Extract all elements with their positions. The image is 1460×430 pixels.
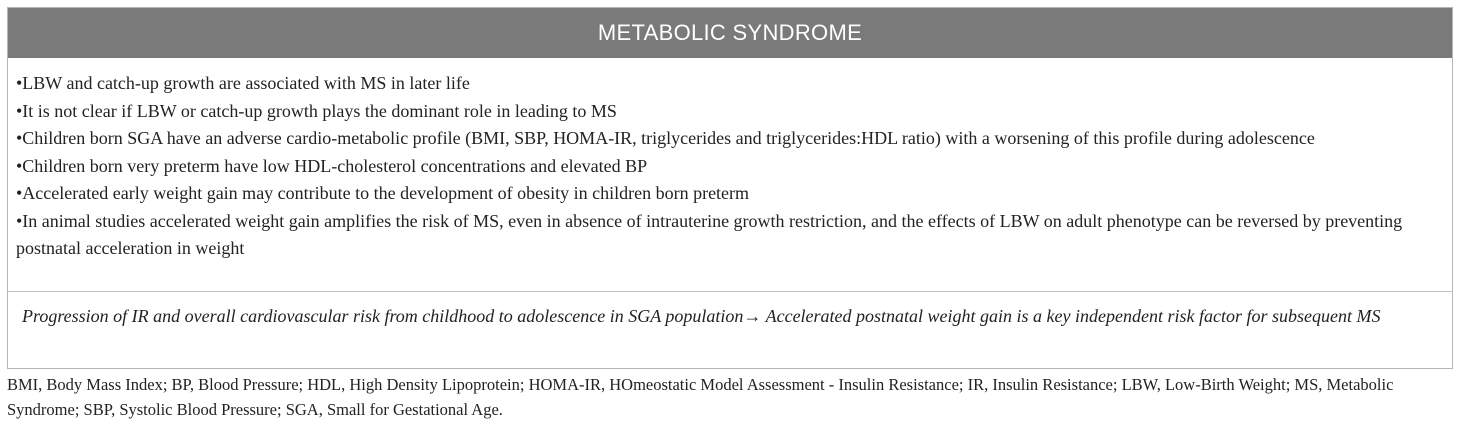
finding-item: •LBW and catch-up growth are associated with MS in later life — [16, 73, 470, 93]
findings-list — [8, 58, 1452, 292]
finding-item: •Accelerated early weight gain may contribute to the development of obesity in children born preterm — [16, 183, 750, 203]
table-header — [8, 8, 1452, 58]
finding-item: •Children born very preterm have low HDL-cholesterol concentrations and elevated BP — [16, 155, 648, 176]
finding-item: •Children born SGA have an adverse cardio-metabolic profile (BMI, SBP, HOMA-IR, triglycerides and triglycerides:HDL ratio) with a worsening of this profile during adolescence — [16, 128, 1315, 148]
abbreviations-footnote: BMI, Body Mass Index; BP, Blood Pressure; HDL, High Density Lipoprotein; HOMA-IR, HOmeostatic Model Assessment - Insulin Resistance; IR, Insulin Resistance; LBW, Low-Birth Weight; MS, Metabolic Syndrome; SBP, Systolic Blood Pressure; SGA, Small for Gestational Age. — [7, 375, 1394, 419]
metabolic-syndrome-table — [7, 7, 1453, 369]
conclusion-text: Progression of IR and overall cardiovascular risk from childhood to adolescence in SGA population→ Accelerated postnatal weight gain is a key independent risk factor for subsequent MS — [22, 306, 1381, 326]
table-title: METABOLIC SYNDROME — [597, 20, 863, 45]
finding-item: •In animal studies accelerated weight gain amplifies the risk of MS, even in absence of intrauterine growth restriction, and the effects of LBW on adult phenotype can be reversed by preventing postnatal acceleration in weight — [16, 210, 1403, 258]
finding-item: •It is not clear if LBW or catch-up growth plays the dominant role in leading to MS — [16, 100, 617, 121]
